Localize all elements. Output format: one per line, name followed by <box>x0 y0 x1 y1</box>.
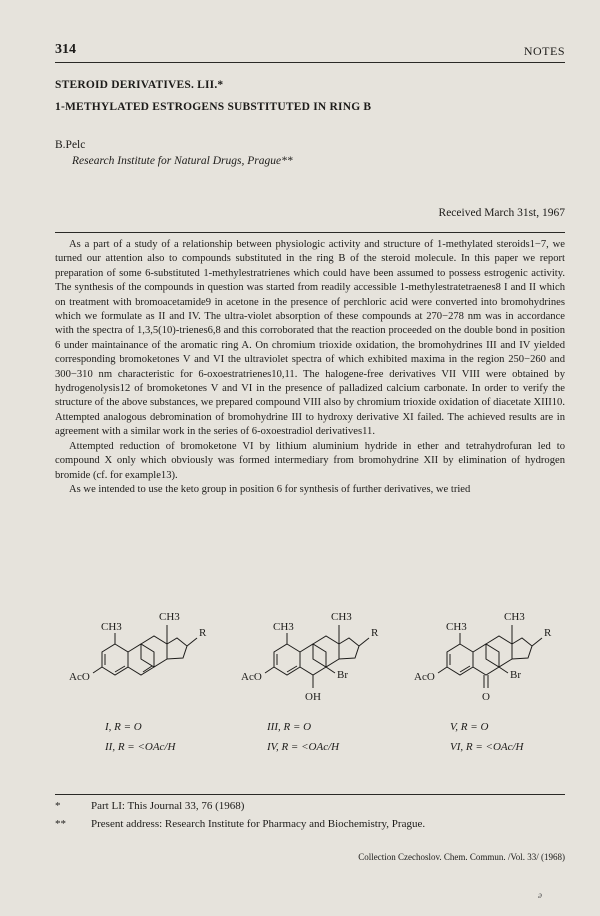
title-line-1: STEROID DERIVATIVES. LII.* <box>55 79 224 91</box>
received-date: Received March 31st, 1967 <box>438 207 565 219</box>
structure-V-VI <box>438 625 542 688</box>
ch3-left-label: CH3 <box>273 621 294 633</box>
author: B.Pelc <box>55 139 86 151</box>
r-label: R <box>371 627 379 639</box>
journal-citation: Collection Czechoslov. Chem. Commun. /Vol. 33/ (1968) <box>358 852 565 862</box>
footnote-mark: ** <box>55 818 66 830</box>
institution: Research Institute for Natural Drugs, Prague** <box>72 155 293 167</box>
r-label: R <box>544 627 552 639</box>
footnote-divider <box>55 794 565 795</box>
compound-label-2: VI, R = <OAc/H <box>450 741 524 753</box>
compound-label-2: II, R = <OAc/H <box>105 741 176 753</box>
footnote-mark: * <box>55 800 61 812</box>
r-label: R <box>199 627 207 639</box>
page-number: 314 <box>55 42 76 57</box>
paragraph-3: As we intended to use the keto group in position 6 for synthesis of further derivatives, we tried <box>69 483 471 495</box>
structure-III-IV <box>265 625 369 688</box>
aco-label: AcO <box>69 671 90 683</box>
article-body <box>55 238 565 497</box>
compound-label-1: V, R = O <box>450 721 489 733</box>
footnote-text: Present address: Research Institute for Pharmacy and Biochemistry, Prague. <box>91 818 426 830</box>
running-header <box>55 42 565 63</box>
br-label: Br <box>510 669 521 681</box>
o-label: O <box>482 691 490 703</box>
ch3-top-label: CH3 <box>331 611 352 623</box>
footnote-text: Part LI: This Journal 33, 76 (1968) <box>91 800 245 812</box>
ch3-top-label: CH3 <box>504 611 525 623</box>
divider <box>55 232 565 233</box>
br-label: Br <box>337 669 348 681</box>
compound-label-2: IV, R = <OAc/H <box>267 741 340 753</box>
ch3-top-label: CH3 <box>159 611 180 623</box>
ch3-left-label: CH3 <box>446 621 467 633</box>
oh-label: OH <box>305 691 321 703</box>
paragraph-2: Attempted reduction of bromoketone VI by lithium aluminium hydride in ether and tetrahydrofuran led to compound X only which obviously was formed intermediary from bromohydrine XII by elimination of hydrogen bromide (cf. for example13). <box>55 440 565 481</box>
title-line-2: 1-METHYLATED ESTROGENS SUBSTITUTED IN RING B <box>55 101 372 113</box>
compound-label-1: I, R = O <box>105 721 142 733</box>
aco-label: AcO <box>241 671 262 683</box>
structure-figures <box>55 600 565 790</box>
ch3-left-label: CH3 <box>101 621 122 633</box>
section-name: NOTES <box>523 44 565 58</box>
paragraph-1: As a part of a study of a relationship between physiologic activity and structure of 1-methylated steroids1−7, we turned our attention also to compounds substituted in the ring B of the steroid molecule. In this paper we report preparation of some 6-substituted 1-methylestratrienes which could have been assumed to possess estrogenic activity. The synthesis of the compounds in question was started from readily accessible 1-methylestratetraenes8 I and II which on treatment with bromoacetamide9 in acetone in the presence of perchloric acid were converted into bromohydrines which we formulate as II and IV. The ultra-violet absorption of these compounds at 270−278 nm was in accordance with the spectra of 1,3,5(10)-trienes6,8 and this corroborated that the reaction proceeded on the double bond in position 6 under maintainance of the aromatic ring A. On chromium trioxide oxidation, the bromohydrines III and IV yielded corresponding bromoketones V and VI the ultraviolet spectra of which exhibited maxima in the region 250−260 and 300−310 nm characteristic for 6-oxoestratrienes10,11. The halogene-free derivatives VII VIII were obtained by hydrogenolysis12 of bromoketones V and VI in the presence of palladized calcium carbonate. In order to verify the structure of the above substances, we prepared compound VIII also by chromium trioxide oxidation of diacetate XIII10. Attempted analogous debromination of bromohydrine III to hydroxy derivative XI failed. The achieved results are in agreement with a similar work in the series of 6-oxoestradiol derivatives11. <box>55 239 565 438</box>
compound-label-1: III, R = O <box>267 721 312 733</box>
corner-mark: ə <box>538 890 542 900</box>
aco-label: AcO <box>414 671 435 683</box>
